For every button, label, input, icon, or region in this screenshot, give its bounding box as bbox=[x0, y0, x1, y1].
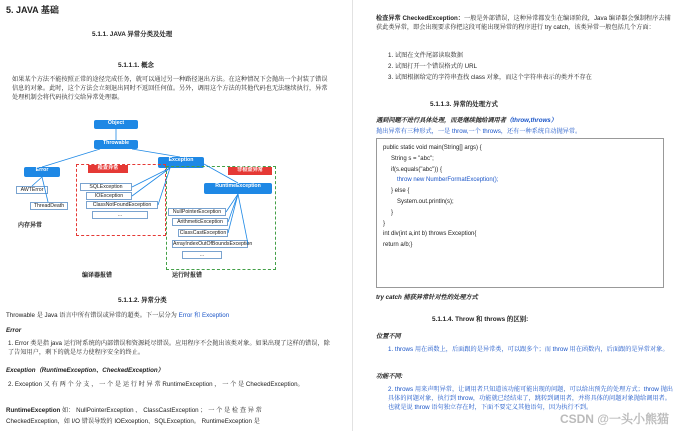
exception-item: 2. Exception 又 有 两 个 分 支 ， 一 个 是 运 行 时 异 常 RuntimeException ， 一 个 是 CheckedException。 bbox=[8, 381, 304, 388]
code-line: int div(int a,int b) throws Exception{ bbox=[383, 231, 477, 238]
subsection-title-2: 5.1.1.2. 异常分类 bbox=[118, 297, 167, 304]
code-line: throw new NumberFormatException(); bbox=[397, 177, 499, 184]
function-item: 2. throws 用来声明异常，让调用者只知道该功能可能出现的问题，可以给出预先的处理方式；throw 抛出具体的问题对象，执行到 throw，功能就已经结束了，跳转到调用者，并将具体的问题对象抛给调用者。也就是说 throw 语句独立存在时，下面不要定义其他语句，因为执行不到。 bbox=[388, 386, 673, 411]
classcast-node: ClassCastException bbox=[179, 230, 227, 236]
runtime-error-label: 运行时报错 bbox=[172, 273, 203, 279]
handling-title: 5.1.1.3. 异常的处理方式 bbox=[430, 101, 498, 108]
function-heading: 功能不同: bbox=[376, 373, 403, 380]
error-node: Error bbox=[24, 167, 60, 177]
awterror-node: AWTError bbox=[16, 186, 48, 194]
throw-throws-title: 5.1.1.4. Throw 和 throws 的区别: bbox=[432, 316, 529, 323]
arithmetic-node: ArithmeticException bbox=[172, 218, 228, 226]
handling-heading: 遇到问题不进行具体处理，而是继续抛给调用者（throw,throws） bbox=[376, 117, 557, 124]
unchecked-tag: 非检查异常 bbox=[228, 167, 272, 175]
code-line: if(s.equals("abc")) { bbox=[391, 166, 442, 173]
watermark: CSDN @一头小熊猫 bbox=[559, 412, 669, 426]
code-line: } else { bbox=[391, 188, 410, 195]
position-item: 1. throws 用在函数上，后面跟的是异常类，可以跟多个；而 throw 用在函数内，后面跟的是异常对象。 bbox=[388, 346, 669, 353]
chapter-title: 5. JAVA 基础 bbox=[6, 5, 59, 15]
position-heading: 位置不同 bbox=[376, 333, 401, 340]
code-line: System.out.println(s); bbox=[397, 198, 454, 205]
handling-text: 抛出异常有三种形式，一是 throw,一个 throws，还有一种系统自动抛异常。 bbox=[376, 128, 582, 135]
subsection-title: 5.1.1.1. 概念 bbox=[118, 62, 154, 69]
memory-error-label: 内存异常 bbox=[18, 223, 43, 229]
nullpointer-node: NullPointerException bbox=[168, 208, 226, 216]
classification-paragraph: Throwable 是 Java 语言中所有错误或异常的超类。下一层分为 Error 和 Exception bbox=[6, 312, 230, 319]
code-line: String s = "abc"; bbox=[391, 155, 434, 162]
threaddeath-node: ThreadDeath bbox=[30, 202, 68, 210]
checked-more-node: ... bbox=[92, 211, 148, 219]
section-title: 5.1.1. JAVA 异常分类及处理 bbox=[92, 31, 173, 38]
diagram-connectors bbox=[0, 0, 300, 280]
code-line: return a/b;} bbox=[383, 242, 413, 249]
unchecked-more-node: ... bbox=[182, 251, 222, 259]
code-block bbox=[376, 138, 664, 288]
arrayindex-node: ArrayIndexOutOfBoundsException bbox=[173, 241, 253, 247]
checked-item-1: 1. 试图在文件尾部读取数据 bbox=[388, 52, 463, 59]
code-line: public static void main(String[] args) { bbox=[383, 145, 482, 151]
trycatch-heading: try catch 捕获异常针对性的处理方式 bbox=[376, 294, 478, 301]
runtime-line-2: CheckedException，如 I/O 错误导致的 IOException、SQLException。 RuntimeException 是 bbox=[6, 418, 260, 425]
exception-heading: Exception（RuntimeException、CheckedException） bbox=[6, 367, 164, 374]
checked-item-3: 3. 试图根据给定的字符串查找 class 对象，而这个字符串表示的类并不存在 bbox=[388, 74, 592, 81]
error-heading: Error bbox=[6, 327, 22, 334]
column-divider bbox=[352, 0, 353, 431]
compile-error-label: 编译器报错 bbox=[82, 273, 113, 279]
classnotfound-node: ClassNotFoundException bbox=[86, 201, 158, 209]
runtime-line: RuntimeException 如： NullPointerException 、 ClassCastException ； 一 个 是 检 查 异 常 bbox=[6, 407, 262, 414]
throwable-node: Throwable bbox=[94, 140, 138, 149]
ioexception-node: IOException bbox=[86, 192, 132, 200]
checked-item-2: 2. 试图打开一个错误格式的 URL bbox=[388, 63, 478, 70]
runtimeexception-node: RuntimeException bbox=[204, 183, 272, 194]
sqlexception-node: SQLException bbox=[80, 183, 132, 191]
error-exception-link[interactable]: Error 和 Exception bbox=[178, 312, 230, 319]
exception-node: Exception bbox=[158, 157, 204, 168]
object-node: Object bbox=[94, 120, 138, 129]
checked-paragraph: 检查异常 CheckedException：一般是外部错误，这种异常都发生在编译阶段，Java 编译器会强制程序去捕获此类异常，即会出现要求你把这段可能出现异常的程序进行 try catch，该类异常一般包括几个方面： bbox=[376, 15, 671, 31]
code-line: } bbox=[391, 209, 394, 216]
checked-tag: 检查异常 bbox=[88, 165, 128, 173]
code-line: } bbox=[383, 220, 386, 227]
error-item: 1. Error 类是指 java 运行时系统的内部错误和资源耗尽错误。应用程序不会抛出该类对象。如果出现了这样的错误，除了告知用户，剩下的就是尽力使程序安全的终止。 bbox=[8, 340, 330, 356]
concept-paragraph: 如果某个方法不能按照正常的途径完成任务，就可以通过另一种路径退出方法。在这种情况下会抛出一个封装了错误信息的对象。此时，这个方法会立刻退出同时不返回任何值。另外，调用这个方法的其他代码也无法继续执行，异常处理机制会将代码执行交给异常处理器。 bbox=[12, 76, 328, 101]
